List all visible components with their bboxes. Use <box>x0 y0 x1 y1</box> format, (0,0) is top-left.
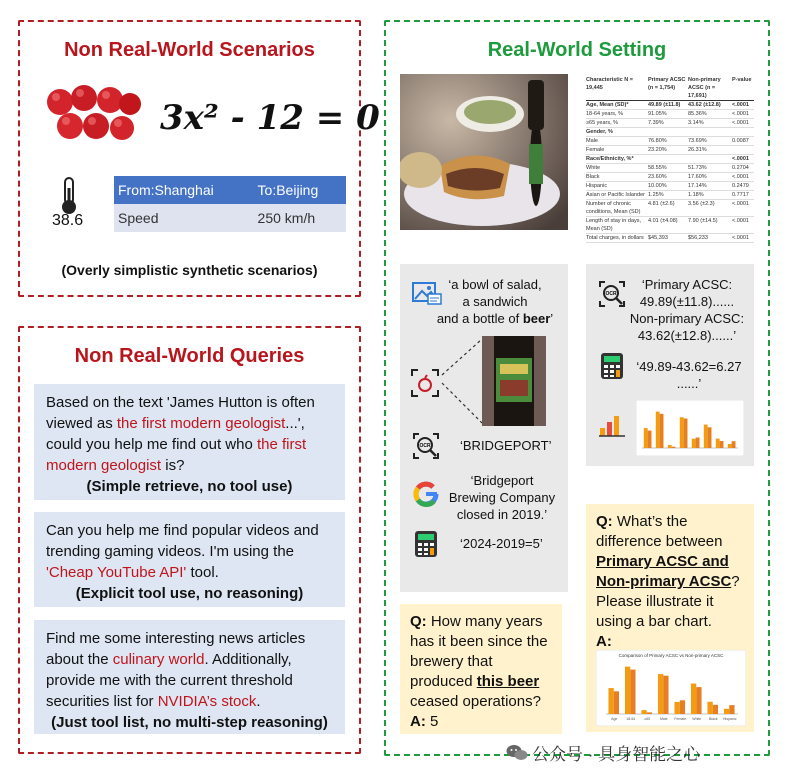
paper-table-cell: 58.55% <box>648 165 667 171</box>
chart-bar <box>680 700 685 714</box>
paper-table-cell: 43.62 (±12.8) <box>688 102 721 108</box>
paper-table-cell: Race/Ethnicity, %* <box>586 156 634 162</box>
calculator-icon <box>414 530 438 558</box>
paper-table-cell: 4.01 (±4.08) <box>648 218 678 224</box>
equation: 3x² - 12 = 0 <box>160 98 380 138</box>
table-header-from: From:Shanghai <box>114 176 254 204</box>
paper-table-row <box>586 146 754 155</box>
paper-table-cell <box>648 128 688 136</box>
paper-table-cell: Asian or Pacific Islander <box>586 192 645 198</box>
answer-bar-chart <box>596 650 746 726</box>
paper-table-cell: <.0001 <box>732 156 749 162</box>
chart-bar <box>708 427 712 448</box>
paper-table-cell: 18-64 years, % <box>586 111 623 117</box>
real-world-title: Real-World Setting <box>487 39 667 61</box>
paper-table-cell: 7.39% <box>648 120 664 126</box>
paper-table-cell <box>648 155 688 163</box>
paper-table-cell: White <box>586 165 601 171</box>
paper-table-cell: 0.0087 <box>732 138 749 144</box>
paper-table-cell: 73.69% <box>688 138 707 144</box>
chart-bar <box>663 676 668 714</box>
mini-chart-right <box>636 400 744 456</box>
paper-table-cell: 17.60% <box>688 174 707 180</box>
paper-table-cell: 1.18% <box>688 192 704 198</box>
paper-table-row <box>586 119 754 128</box>
paper-table-cell: 7.90 (±14.5) <box>688 218 718 224</box>
watermark <box>506 740 700 765</box>
query-box-3 <box>34 620 345 734</box>
query-3-caption: (Just tool list, no multi-step reasoning) <box>51 714 328 731</box>
chart-tick-label: Female <box>674 717 687 721</box>
chart-bar <box>729 705 734 714</box>
paper-table-row <box>586 200 754 217</box>
chart-bar <box>732 441 736 448</box>
chart-bar <box>704 425 708 448</box>
watermark-text: 公众号 · 具身智能之心 <box>532 745 701 764</box>
google-search-icon <box>412 480 440 508</box>
table-cell-speed-value: 250 km/h <box>254 204 346 232</box>
chart-bar <box>684 419 688 448</box>
paper-table-cell: <.0001 <box>732 102 749 108</box>
chart-bar <box>656 412 660 448</box>
chart-bar <box>696 437 700 448</box>
paper-table-cell: <.0001 <box>732 218 749 224</box>
chart-tick-label: Male <box>659 717 668 721</box>
chart-bar <box>691 684 696 714</box>
ocr-result-right: ‘Primary ACSC: 49.89(±11.8)...... Non-primary ACSC: 43.62(±12.8)......’ <box>629 277 745 343</box>
paper-table-cell: Male <box>586 138 598 144</box>
chart-bar <box>644 428 648 448</box>
paper-table-cell: <.0001 <box>732 111 749 117</box>
paper-table-cell: 1.25% <box>648 192 664 198</box>
ocr-icon <box>412 432 440 460</box>
paper-table-cell: 0.7717 <box>732 192 749 198</box>
paper-table-row <box>586 182 754 191</box>
query-2-text: Can you help me find popular videos and trending gaming videos. I'm using the 'Cheap YouTube API' tool. <box>46 522 319 581</box>
chart-bar <box>707 702 712 714</box>
paper-table-cell: <.0001 <box>732 174 749 180</box>
paper-table-cell <box>732 128 754 136</box>
thermometer-icon <box>58 176 80 216</box>
paper-table-cell: 23.60% <box>648 174 667 180</box>
calc-result-right: ‘49.89-43.62=6.27 ......’ <box>636 359 742 391</box>
chart-bar <box>680 417 684 448</box>
chart-bar <box>641 710 646 714</box>
query-3-text: Find me some interesting news articles about the culinary world. Additionally, provide me with the current threshold securities list for NVIDIA’s stock. <box>46 630 306 710</box>
object-detection-icon <box>410 368 440 398</box>
chart-tick-label: White <box>692 717 702 721</box>
paper-table-row <box>586 110 754 119</box>
chart-bar <box>647 712 652 714</box>
temperature-value: 38.6 <box>52 212 84 229</box>
chart-bar <box>648 431 652 448</box>
paper-table-cell: 0.2704 <box>732 165 749 171</box>
paper-table-cell: $56,233 <box>688 235 708 241</box>
query-1-caption: (Simple retrieve, no tool use) <box>86 478 293 495</box>
paper-table-cell: Age, Mean (SD)* <box>586 102 629 108</box>
paper-table-cell: <.0001 <box>732 201 749 207</box>
paper-table-cell: <.0001 <box>732 235 749 241</box>
paper-table-cell: Total charges, in dollars <box>586 235 644 241</box>
paper-table-row <box>586 128 754 137</box>
calculator-icon-right <box>600 352 624 380</box>
chart-bar <box>716 439 720 448</box>
paper-table-header: Characteristic N = 19,445 Primary ACSC (n = 1,754) Non-primary ACSC (n = 17,691) P-value <box>586 76 754 101</box>
paper-table-cell: <.0001 <box>732 120 749 126</box>
chart-bar <box>728 444 732 448</box>
paper-table-cell: 91.05% <box>648 111 667 117</box>
table-cell-speed-label: Speed <box>114 204 254 232</box>
paper-table-row <box>586 155 754 164</box>
svg-text:OCR: OCR <box>419 443 431 449</box>
paper-table-cell: 51.73% <box>688 165 707 171</box>
paper-table-cell: Female <box>586 147 605 153</box>
chart-bar <box>713 705 718 714</box>
paper-table-cell: 4.81 (±2.6) <box>648 201 675 207</box>
chart-bar <box>672 447 676 448</box>
paper-table-cell: Gender, % <box>586 129 613 135</box>
paper-table-cell: 3.14% <box>688 120 704 126</box>
image-caption-result: ‘a bowl of salad, a sandwich and a bottle of beer’ <box>436 277 554 326</box>
chart-bar <box>630 670 635 714</box>
chart-bar <box>674 702 679 714</box>
paper-table-cell: 49.89 (±11.8) <box>648 102 681 108</box>
ocr-icon-right <box>598 280 626 308</box>
chart-tick-label: Black <box>708 717 718 721</box>
paper-table-cell: 23.20% <box>648 147 667 153</box>
paper-table-cell <box>732 146 754 154</box>
food-photo <box>400 74 568 230</box>
chart-tick-label: Age <box>611 717 618 721</box>
apples-image <box>42 80 142 148</box>
paper-table-cell: 10.00% <box>648 183 667 189</box>
bar-chart-icon <box>598 410 626 438</box>
paper-table <box>586 76 754 243</box>
paper-table-row <box>586 234 754 243</box>
chart-bar <box>614 691 619 714</box>
paper-table-cell: 76.80% <box>648 138 667 144</box>
paper-table-cell: 17.14% <box>688 183 707 189</box>
paper-table-row <box>586 164 754 173</box>
paper-table-cell: Number of chronic conditions, Mean (SD) <box>586 201 641 215</box>
chart-bar <box>668 445 672 448</box>
paper-table-cell <box>688 155 732 163</box>
scenarios-caption: (Overly simplistic synthetic scenarios) <box>61 262 318 278</box>
qa-left: Q: How many years has it been since the brewery that produced this beer ceased operations? A: 5 <box>400 604 562 734</box>
paper-table-cell: $45,393 <box>648 235 668 241</box>
qa-right: Q: What’s the difference between Primary ACSC and Non-primary ACSC? Please illustrate it using a bar chart. A: <box>586 504 754 732</box>
route-table <box>114 176 346 232</box>
query-2-caption: (Explicit tool use, no reasoning) <box>75 585 304 602</box>
calc-result-left: ‘2024-2019=5’ <box>460 536 543 551</box>
chart-bar <box>658 674 663 714</box>
paper-table-cell: Hispanic <box>586 183 608 189</box>
paper-table-cell: Length of stay in days, Mean (SD) <box>586 218 642 232</box>
chart-bar <box>625 667 630 714</box>
answer-chart-title: Comparison of Primary ACSC vs Non-primary ACSC <box>618 653 724 658</box>
paper-table-cell: 26.31% <box>688 147 707 153</box>
scenarios-title: Non Real-World Scenarios <box>64 39 315 61</box>
chart-bar <box>660 414 664 448</box>
queries-title: Non Real-World Queries <box>74 345 305 367</box>
paper-table-row <box>586 137 754 146</box>
paper-table-cell: Black <box>586 174 600 180</box>
chart-tick-label: 18-64 <box>626 717 636 721</box>
paper-table-row <box>586 217 754 234</box>
paper-table-row <box>586 173 754 182</box>
paper-table-row <box>586 101 754 110</box>
query-1-text: Based on the text 'James Hutton is often viewed as the first modern geologist...', could you help me find out who the first modern geologist is? <box>46 394 315 474</box>
beer-bottle-crop <box>482 336 546 426</box>
query-box-2 <box>34 512 345 607</box>
paper-table-cell: 85.36% <box>688 111 707 117</box>
paper-table-row <box>586 191 754 200</box>
paper-table-cell: 3.56 (±2.3) <box>688 201 715 207</box>
chart-tick-label: Hispanic <box>723 717 737 721</box>
wechat-icon <box>506 744 528 762</box>
chart-bar <box>696 687 701 714</box>
chart-bar <box>724 709 729 714</box>
paper-table-cell: ≥65 years, % <box>586 120 619 126</box>
paper-table-cell <box>688 128 732 136</box>
chart-bar <box>608 688 613 714</box>
svg-text:OCR: OCR <box>605 291 617 297</box>
chart-bar <box>720 441 724 448</box>
dashed-connector <box>440 335 484 427</box>
query-box-1 <box>34 384 345 500</box>
ocr-result-left: ‘BRIDGEPORT’ <box>460 438 552 453</box>
chart-bar <box>692 439 696 448</box>
table-header-to: To:Beijing <box>254 176 346 204</box>
paper-table-cell: 0.2479 <box>732 183 749 189</box>
chart-tick-label: ≥65 <box>644 717 651 721</box>
search-result-left: ‘Bridgeport Brewing Company closed in 2019.’ <box>448 473 556 522</box>
